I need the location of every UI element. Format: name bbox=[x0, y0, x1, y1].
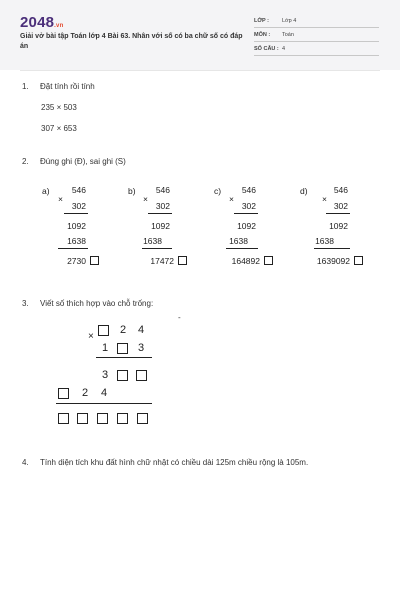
partial-product-1: 1092 bbox=[329, 221, 348, 231]
blank-box[interactable] bbox=[97, 413, 108, 424]
meta-count bbox=[254, 43, 379, 56]
digit: 3 bbox=[138, 342, 145, 354]
result: 17472 bbox=[150, 256, 174, 266]
rule bbox=[314, 248, 350, 249]
blank-box[interactable] bbox=[117, 343, 128, 354]
rule bbox=[148, 213, 172, 214]
blank-box[interactable] bbox=[117, 413, 128, 424]
partial-product-2: 1638 bbox=[229, 236, 248, 246]
item-label: c) bbox=[214, 186, 222, 196]
blank-box[interactable] bbox=[58, 388, 69, 399]
question-4-text: Tính diện tích khu đất hình chữ nhật có chiều dài 125m chiều rộng là 105m. bbox=[40, 458, 309, 467]
multiply-sign: × bbox=[58, 194, 63, 204]
meta-key: SỐ CÂU : bbox=[254, 46, 279, 52]
result: 164892 bbox=[231, 256, 260, 266]
digit: 2 bbox=[82, 387, 89, 399]
question-1-item-1: 235 × 503 bbox=[41, 103, 77, 112]
logo-text: 2048 bbox=[20, 14, 55, 31]
rule bbox=[64, 213, 88, 214]
partial-product-1: 1092 bbox=[151, 221, 170, 231]
rule bbox=[96, 357, 152, 358]
partial-product-1: 1092 bbox=[67, 221, 86, 231]
answer-checkbox[interactable] bbox=[178, 256, 187, 265]
multiplier: 302 bbox=[241, 201, 256, 211]
meta-value: 4 bbox=[282, 46, 286, 52]
question-1-item-2: 307 × 653 bbox=[41, 124, 77, 133]
blank-box[interactable] bbox=[58, 413, 69, 424]
digit: 4 bbox=[101, 387, 108, 399]
multiplier: 302 bbox=[333, 201, 348, 211]
question-2-number: 2. bbox=[22, 157, 29, 166]
partial-product-2: 1638 bbox=[67, 236, 86, 246]
rule bbox=[142, 248, 172, 249]
question-3-number: 3. bbox=[22, 299, 29, 308]
multiply-sign: × bbox=[229, 194, 234, 204]
partial-product-2: 1638 bbox=[143, 236, 162, 246]
answer-checkbox[interactable] bbox=[264, 256, 273, 265]
digit: 4 bbox=[138, 324, 145, 336]
multiplicand: 546 bbox=[155, 185, 170, 195]
logo[interactable] bbox=[20, 14, 63, 31]
blank-box[interactable] bbox=[117, 370, 128, 381]
question-1-text: Đặt tính rồi tính bbox=[40, 82, 95, 91]
multiplicand: 546 bbox=[71, 185, 86, 195]
meta-grade bbox=[254, 15, 379, 28]
item-label: b) bbox=[128, 186, 136, 196]
header bbox=[0, 0, 400, 70]
partial-product-1: 1092 bbox=[237, 221, 256, 231]
meta-subject bbox=[254, 29, 379, 42]
question-1-number: 1. bbox=[22, 82, 29, 91]
rule bbox=[58, 248, 88, 249]
rule bbox=[226, 248, 258, 249]
question-3-text: Viết số thích hợp vào chỗ trống: bbox=[40, 299, 154, 308]
multiply-sign: × bbox=[143, 194, 148, 204]
multiplier: 302 bbox=[71, 201, 86, 211]
meta-value: Toán bbox=[282, 32, 294, 38]
multiplier: 302 bbox=[155, 201, 170, 211]
digit: 2 bbox=[120, 324, 127, 336]
rule bbox=[56, 403, 152, 404]
meta-key: LỚP : bbox=[254, 18, 269, 24]
rule bbox=[326, 213, 350, 214]
multiplicand: 546 bbox=[241, 185, 256, 195]
multiply-sign: × bbox=[322, 194, 327, 204]
meta-key: MÔN : bbox=[254, 32, 271, 38]
stray-mark: - bbox=[178, 313, 181, 322]
blank-box[interactable] bbox=[137, 413, 148, 424]
multiplicand: 546 bbox=[333, 185, 348, 195]
digit: 3 bbox=[102, 369, 109, 381]
divider bbox=[20, 70, 380, 71]
item-label: d) bbox=[300, 186, 308, 196]
page-title: Giải vở bài tập Toán lớp 4 Bài 63. Nhân với số có ba chữ số có đáp án bbox=[20, 33, 243, 50]
answer-checkbox[interactable] bbox=[90, 256, 99, 265]
multiply-sign: × bbox=[88, 331, 94, 342]
result: 1639092 bbox=[316, 256, 350, 266]
blank-box[interactable] bbox=[77, 413, 88, 424]
meta-value: Lớp 4 bbox=[282, 18, 297, 24]
blank-box[interactable] bbox=[136, 370, 147, 381]
question-2-text: Đúng ghi (Đ), sai ghi (S) bbox=[40, 157, 126, 166]
rule bbox=[234, 213, 258, 214]
item-label: a) bbox=[42, 186, 50, 196]
answer-checkbox[interactable] bbox=[354, 256, 363, 265]
logo-suffix: .vn bbox=[54, 23, 64, 29]
blank-box[interactable] bbox=[98, 325, 109, 336]
partial-product-2: 1638 bbox=[315, 236, 334, 246]
question-4-number: 4. bbox=[22, 458, 29, 467]
result: 2730 bbox=[67, 256, 86, 266]
digit: 1 bbox=[102, 342, 109, 354]
